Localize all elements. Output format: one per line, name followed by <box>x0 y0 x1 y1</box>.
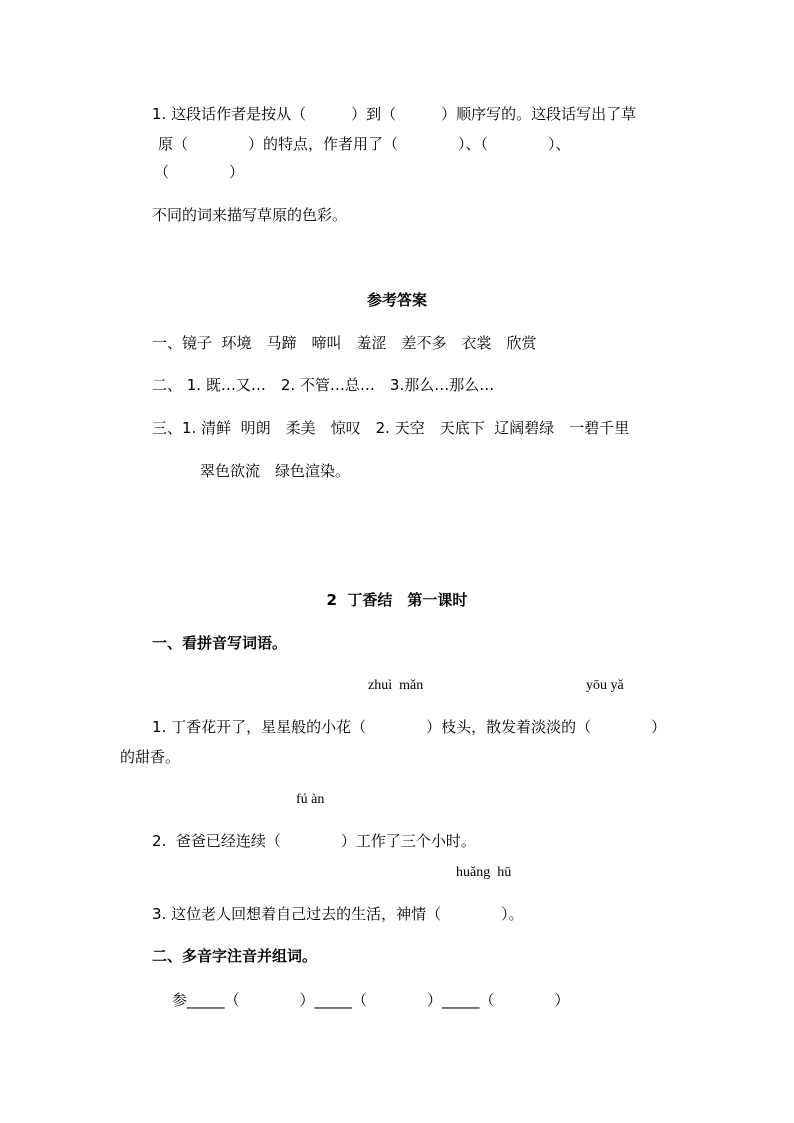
answers-row-2: 二、 1. 既…又… 2. 不管…总… 3.那么…那么… <box>152 376 495 394</box>
q3: 3. 这位老人回想着自己过去的生活，神情（ ）。 <box>152 905 524 923</box>
polyphone-row: 参_____（ ）_____（ ）_____（ ） <box>172 991 570 1009</box>
pinyin-1b: yōu yǎ <box>586 678 624 693</box>
pinyin-2: fú àn <box>296 792 325 807</box>
q1-line-1: 1. 丁香花开了，星星般的小花（ ）枝头，散发着淡淡的（ ） <box>152 718 667 736</box>
section-2-heading: 二、多音字注音并组词。 <box>152 947 318 965</box>
lesson-title: 2 丁香结 第一课时 <box>326 591 468 609</box>
q2: 2. 爸爸已经连续（ ）工作了三个小时。 <box>152 832 476 850</box>
question-line-4: 不同的词来描写草原的色彩。 <box>152 206 348 224</box>
section-1-heading: 一、看拼音写词语。 <box>152 634 288 652</box>
q1-line-2: 的甜香。 <box>120 748 181 766</box>
question-line-3: （ ） <box>154 163 245 181</box>
pinyin-1a: zhuì mǎn <box>368 678 424 693</box>
answers-row-3: 三、1. 清鲜 明朗 柔美 惊叹 2. 天空 天底下 辽阔碧绿 一碧千里 <box>152 419 630 437</box>
pinyin-3: huǎng hū <box>456 865 512 880</box>
answers-row-1: 一、镜子 环境 马蹄 啼叫 羞涩 差不多 衣裳 欣赏 <box>152 334 537 352</box>
question-line-1: 1. 这段话作者是按从（ ）到（ ）顺序写的。这段话写出了草 <box>152 105 637 123</box>
answers-heading: 参考答案 <box>366 291 427 309</box>
answers-row-4: 翠色欲流 绿色渲染。 <box>200 462 351 480</box>
question-line-2: 原（ ）的特点，作者用了（ ）、（ ）、 <box>158 135 571 153</box>
